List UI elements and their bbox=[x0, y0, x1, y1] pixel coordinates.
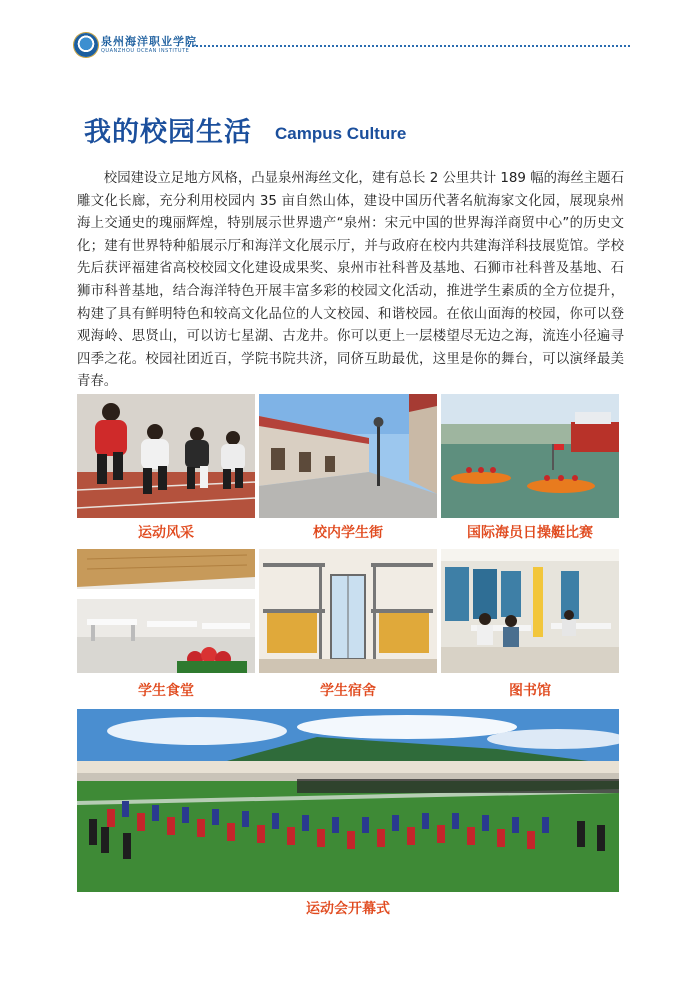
ceremony-photo bbox=[77, 709, 619, 892]
caption-dorm: 学生宿舍 bbox=[320, 683, 376, 699]
sports-photo bbox=[77, 394, 255, 518]
caption-ceremony: 运动会开幕式 bbox=[306, 901, 390, 917]
rowing-photo bbox=[441, 394, 619, 518]
school-name-cn: 泉州海洋职业学院 bbox=[101, 35, 197, 48]
header-dotted-rule bbox=[188, 45, 630, 47]
school-name-en: QUANZHOU OCEAN INSTITUTE bbox=[101, 48, 190, 54]
caption-canteen: 学生食堂 bbox=[138, 683, 194, 699]
caption-street: 校内学生街 bbox=[313, 525, 383, 541]
dorm-photo bbox=[259, 549, 437, 673]
section-title-en: Campus Culture bbox=[275, 124, 407, 143]
street-photo bbox=[259, 394, 437, 518]
section-title-cn: 我的校园生活 bbox=[84, 117, 252, 148]
caption-sports: 运动风采 bbox=[138, 525, 194, 541]
canteen-photo bbox=[77, 549, 255, 673]
school-emblem-icon bbox=[74, 33, 98, 57]
caption-library: 图书馆 bbox=[509, 683, 551, 699]
body-paragraph: 校园建设立足地方风格，凸显泉州海丝文化，建有总长 2 公里共计 189 幅的海丝主题石雕文化长廊，充分利用校园内 35 亩自然山体，建设中国历代著名航海家文化园，展现泉州海上交通史的瑰丽辉煌，特别展示世界遗产“泉州：宋元中国的世界海洋商贸中心”的历史文化；建有世界特种船展示厅和海洋文化展示厅，并与政府在校内共建海洋科技展览馆。学校先后获评福建省高校校园文化建设成果奖、泉州市社科普及基地、石狮市社科普及基地、石狮市科普基地，结合海洋特色开展丰富多彩的校园文化活动，推进学生素质的全方位提升，构建了具有鲜明特色和较高文化品位的人文校园、和谐校园。在依山面海的校园，你可以登观海岭、思贤山，可以访七星湖、古龙井。你可以更上一层楼望尽无边之海，流连小径遍寻四季之花。校园社团近百，学院书院共济，同侪互助最优，这里是你的舞台，可以演绎最美青春。 bbox=[77, 171, 624, 390]
library-photo bbox=[441, 549, 619, 673]
caption-rowing: 国际海员日操艇比赛 bbox=[467, 525, 593, 541]
page-header bbox=[0, 0, 700, 60]
